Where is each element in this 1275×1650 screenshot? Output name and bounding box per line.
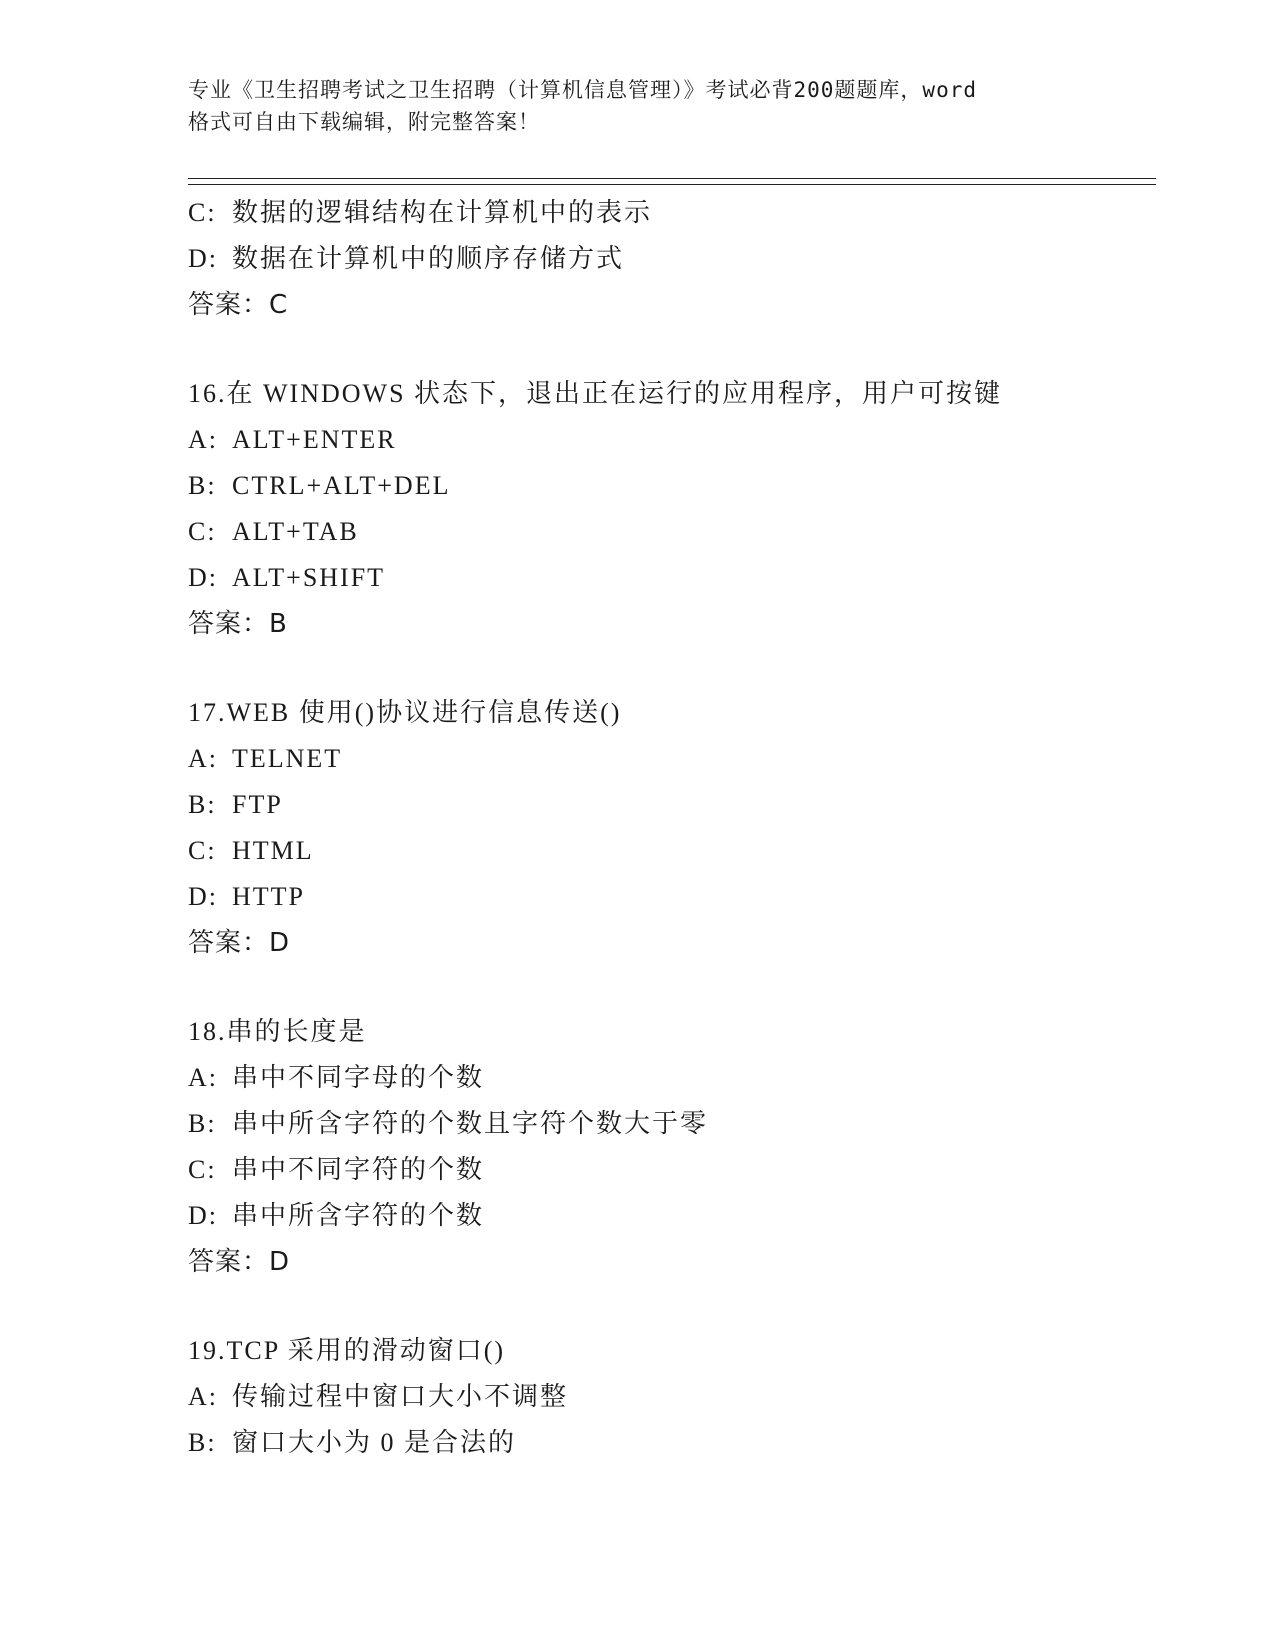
answer-line: 答案：D — [188, 928, 291, 958]
answer-line: 答案：D — [188, 1247, 291, 1277]
option-text: 串中不同字母的个数 — [232, 1063, 485, 1092]
option-b — [188, 1101, 1148, 1147]
option-text: 窗口大小为 0 是合法的 — [232, 1428, 517, 1457]
option-text: ALT+SHIFT — [232, 563, 386, 592]
option-text: 串中不同字符的个数 — [232, 1155, 485, 1184]
document-header — [188, 74, 1088, 138]
option-d — [188, 874, 1148, 920]
option-letter: B: — [188, 1109, 217, 1138]
question-17 — [188, 690, 1148, 966]
header-line-1: 专业《卫生招聘考试之卫生招聘（计算机信息管理）》考试必背200题题库，word — [188, 78, 977, 102]
option-c — [188, 1147, 1148, 1193]
option-text: CTRL+ALT+DEL — [232, 471, 451, 500]
option-c — [188, 509, 1148, 555]
option-letter: D: — [188, 244, 218, 273]
question-stem: 17.WEB 使用()协议进行信息传送() — [188, 698, 622, 727]
option-letter: C: — [188, 198, 217, 227]
option-letter: A: — [188, 1382, 218, 1411]
answer-line: 答案：C — [188, 290, 289, 320]
option-a — [188, 417, 1148, 463]
option-letter: B: — [188, 1428, 217, 1457]
option-text: ALT+ENTER — [232, 425, 397, 454]
question-stem: 18.串的长度是 — [188, 1017, 367, 1046]
question-stem: 16.在 WINDOWS 状态下，退出正在运行的应用程序，用户可按键 — [188, 379, 1003, 408]
option-c — [188, 190, 1148, 236]
option-letter: A: — [188, 1063, 218, 1092]
question-19 — [188, 1328, 1148, 1466]
option-text: HTTP — [232, 882, 305, 911]
option-letter: C: — [188, 517, 217, 546]
option-letter: D: — [188, 563, 218, 592]
option-text: HTML — [232, 836, 314, 865]
option-a — [188, 736, 1148, 782]
option-d — [188, 1193, 1148, 1239]
option-b — [188, 1420, 1148, 1466]
question-list — [188, 190, 1148, 1466]
option-letter: C: — [188, 836, 217, 865]
header-divider-top — [188, 178, 1156, 179]
option-text: FTP — [232, 790, 283, 819]
option-a — [188, 1374, 1148, 1420]
option-letter: B: — [188, 471, 217, 500]
answer-line: 答案：B — [188, 609, 288, 639]
option-letter: B: — [188, 790, 217, 819]
option-b — [188, 782, 1148, 828]
option-text: 数据在计算机中的顺序存储方式 — [232, 244, 625, 273]
option-letter: D: — [188, 882, 218, 911]
option-letter: C: — [188, 1155, 217, 1184]
option-a — [188, 1055, 1148, 1101]
header-divider-bottom — [188, 184, 1156, 185]
option-letter: D: — [188, 1201, 218, 1230]
question-15-tail — [188, 190, 1148, 328]
option-d — [188, 236, 1148, 282]
option-text: 传输过程中窗口大小不调整 — [232, 1382, 569, 1411]
question-18 — [188, 1009, 1148, 1285]
option-text: TELNET — [232, 744, 343, 773]
header-line-2: 格式可自由下载编辑，附完整答案！ — [188, 110, 540, 134]
option-d — [188, 555, 1148, 601]
option-text: 串中所含字符的个数 — [232, 1201, 485, 1230]
option-text: 数据的逻辑结构在计算机中的表示 — [232, 198, 653, 227]
option-text: ALT+TAB — [232, 517, 359, 546]
question-stem: 19.TCP 采用的滑动窗口() — [188, 1336, 506, 1365]
option-letter: A: — [188, 744, 218, 773]
option-text: 串中所含字符的个数且字符个数大于零 — [232, 1109, 709, 1138]
option-c — [188, 828, 1148, 874]
question-16 — [188, 371, 1148, 647]
option-b — [188, 463, 1148, 509]
option-letter: A: — [188, 425, 218, 454]
